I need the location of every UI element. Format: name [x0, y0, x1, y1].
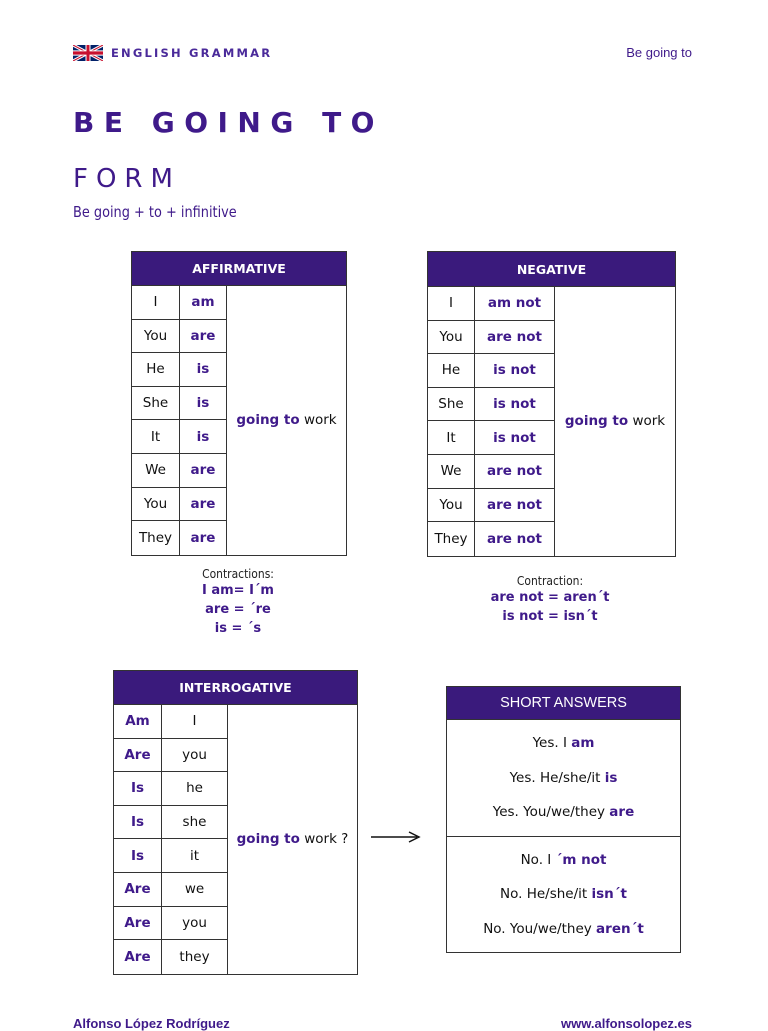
short-answer-verb: are	[609, 804, 635, 820]
subject-cell: She	[428, 388, 474, 422]
short-answer-verb: am	[571, 735, 595, 751]
verb-cell: Are	[124, 948, 151, 965]
verb-cell: are not	[475, 321, 554, 355]
subject-cell: We	[428, 455, 474, 489]
header-brand: ENGLISH GRAMMAR	[111, 46, 273, 60]
negative-subject-column	[428, 287, 475, 556]
contraction-line: is not = isn´t	[502, 609, 598, 624]
verb-cell: is	[180, 420, 226, 454]
section-heading: FORM	[73, 164, 181, 194]
affirmative-verb-column	[180, 286, 227, 555]
subject-cell: It	[132, 420, 179, 454]
main-verb: work	[632, 413, 666, 430]
contraction-line: are = ´re	[205, 602, 271, 617]
contraction-line: are not = aren´t	[490, 590, 610, 605]
subject-cell: they	[179, 948, 210, 965]
verb-cell: are not	[475, 489, 554, 523]
subject-cell: you	[162, 739, 227, 773]
negative-heading: NEGATIVE	[428, 252, 675, 287]
short-answer-text: Yes. You/we/they	[492, 804, 605, 820]
short-answer-line	[447, 726, 680, 761]
subject-cell: You	[428, 489, 474, 523]
subject-cell: I	[162, 705, 227, 739]
footer-author: Alfonso López Rodríguez	[73, 1016, 230, 1031]
verb-cell: Are	[114, 739, 161, 773]
affirmative-subject-column	[132, 286, 180, 555]
verb-cell: are not	[475, 455, 554, 489]
header-brand-group	[73, 45, 272, 61]
verb-cell: is not	[475, 354, 554, 388]
going-to-label: going to	[236, 412, 300, 429]
subject-cell: it	[162, 839, 227, 873]
subject-cell: I	[132, 286, 179, 320]
subject-cell: She	[132, 387, 179, 421]
subject-cell: He	[132, 353, 179, 387]
subject-cell: It	[428, 421, 474, 455]
short-answers-positive	[447, 720, 680, 836]
short-answer-text: Yes. I	[532, 735, 567, 751]
verb-cell: is not	[475, 421, 554, 455]
contraction-line: is = ´s	[214, 621, 262, 636]
verb-cell: are not	[487, 530, 542, 547]
subject-cell: You	[132, 488, 179, 522]
negative-verb-column	[475, 287, 555, 556]
arrow-right-icon	[371, 829, 421, 845]
short-answer-text: Yes. He/she/it	[509, 769, 601, 786]
short-answer-line	[447, 912, 680, 947]
subject-cell: We	[132, 454, 179, 488]
short-answer-verb: aren´t	[596, 920, 644, 937]
contraction-label: Contraction:	[516, 573, 584, 588]
affirmative-heading: AFFIRMATIVE	[132, 252, 346, 286]
header-topic: Be going to	[626, 45, 692, 60]
short-answer-line	[447, 761, 680, 796]
short-answer-line	[447, 843, 680, 878]
negative-contractions	[450, 573, 650, 626]
affirmative-contractions	[158, 566, 318, 638]
affirmative-table	[131, 251, 347, 556]
short-answers-negative	[447, 836, 680, 953]
verb-cell: Is	[114, 772, 161, 806]
interrogative-going-to-work	[228, 705, 357, 974]
subject-cell: He	[428, 354, 474, 388]
footer-site: www.alfonsolopez.es	[561, 1016, 692, 1031]
short-answer-line	[447, 877, 680, 912]
short-answers-box	[446, 686, 681, 953]
contractions-label: Contractions:	[202, 566, 274, 581]
short-answers-heading: SHORT ANSWERS	[447, 687, 680, 720]
going-to-label: going to	[564, 413, 629, 430]
verb-cell: is not	[475, 388, 554, 422]
interrogative-verb-column	[114, 705, 162, 974]
short-answer-text: No. You/we/they	[483, 920, 592, 937]
interrogative-table	[113, 670, 358, 975]
subject-cell: he	[162, 772, 227, 806]
verb-cell: am not	[475, 287, 554, 321]
subject-cell: You	[132, 320, 179, 354]
subject-cell: You	[428, 321, 474, 355]
formula-text: Be going + to + infinitive	[73, 203, 237, 221]
interrogative-heading: INTERROGATIVE	[114, 671, 357, 705]
short-answer-text: No. He/she/it	[500, 886, 588, 902]
verb-cell: am	[180, 286, 226, 320]
main-verb: work ?	[304, 831, 349, 848]
verb-cell: are	[190, 529, 216, 546]
verb-cell: is	[180, 387, 226, 421]
verb-cell: Are	[114, 873, 161, 907]
going-to-label: going to	[236, 831, 300, 848]
verb-cell: are	[180, 454, 226, 488]
contraction-line: I am= I´m	[202, 583, 274, 598]
verb-cell: Is	[114, 806, 161, 840]
verb-cell: Is	[114, 839, 161, 873]
short-answer-text: No. I	[520, 851, 552, 868]
subject-cell: I	[428, 287, 474, 321]
subject-cell: They	[138, 529, 173, 546]
page-title: BE GOING TO	[73, 106, 384, 139]
verb-cell: Am	[114, 705, 161, 739]
interrogative-subject-column	[162, 705, 228, 974]
subject-cell: we	[162, 873, 227, 907]
short-answer-verb: ´m not	[555, 851, 607, 868]
verb-cell: are	[180, 488, 226, 522]
subject-cell: They	[434, 530, 468, 547]
main-verb: work	[303, 412, 337, 429]
short-answer-verb: is	[604, 769, 618, 786]
short-answer-verb: isn´t	[591, 886, 627, 902]
negative-going-to-work	[555, 287, 675, 556]
negative-table	[427, 251, 676, 557]
verb-cell: Are	[114, 907, 161, 941]
verb-cell: is	[180, 353, 226, 387]
short-answer-line	[447, 795, 680, 830]
uk-flag-icon	[73, 45, 103, 61]
verb-cell: are	[180, 320, 226, 354]
subject-cell: you	[162, 907, 227, 941]
affirmative-going-to-work	[227, 286, 346, 555]
subject-cell: she	[162, 806, 227, 840]
